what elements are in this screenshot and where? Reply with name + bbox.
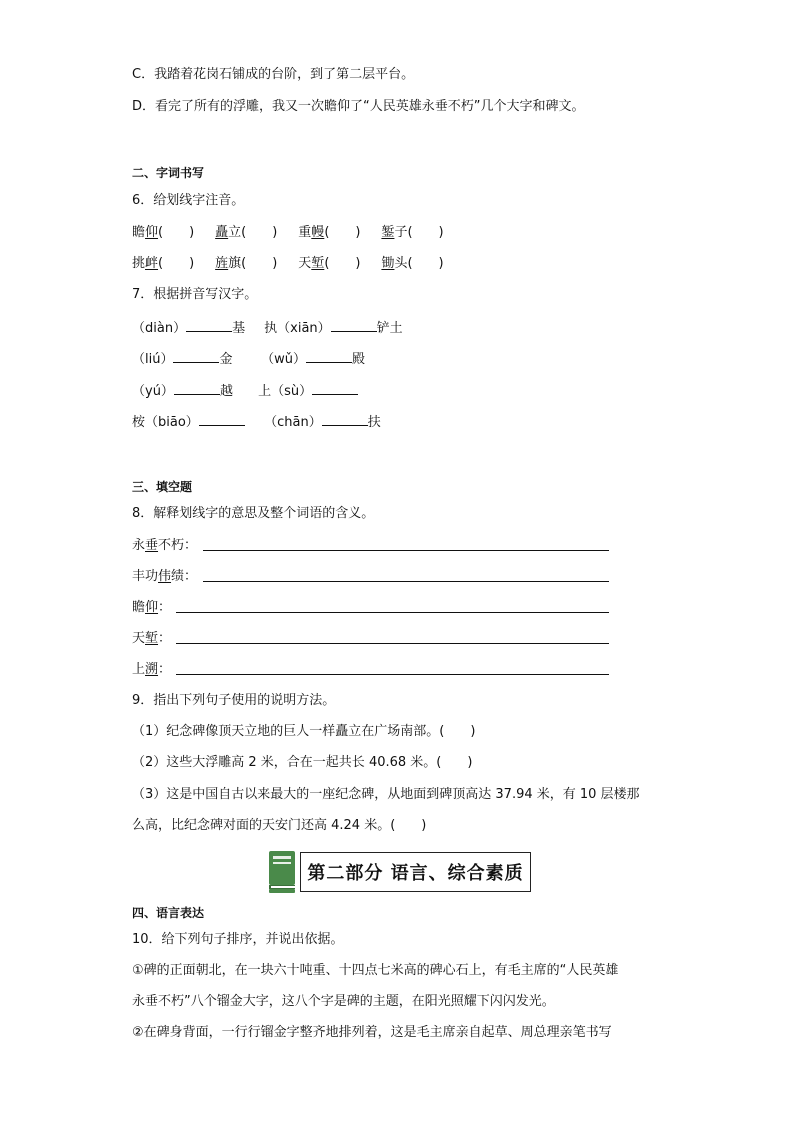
book-icon: [267, 849, 297, 895]
sentence-1: ①碑的正面朝北，在一块六十吨重、十四点七米高的碑心石上，有毛主席的“人民英雄: [132, 963, 619, 978]
phonetic-item: 旌旗( ): [215, 256, 278, 271]
answer-blank[interactable]: [306, 348, 352, 363]
part-two-banner: [267, 849, 535, 895]
pinyin-item: （yú） 越: [132, 380, 254, 401]
phonetic-item: 挑衅( ): [132, 256, 195, 271]
answer-blank[interactable]: [322, 411, 368, 426]
pinyin-item: （liú） 金: [132, 348, 257, 369]
term-row: 丰功伟绩：: [132, 569, 198, 584]
pinyin-item: 上（sù）: [258, 380, 358, 401]
answer-blank[interactable]: [331, 317, 377, 332]
answer-line[interactable]: [176, 643, 609, 644]
pinyin-item: （diàn） 基: [132, 317, 260, 338]
pinyin-item: （wǔ） 殿: [261, 348, 365, 369]
question-9-3-cont: 么高，比纪念碑对面的天安门还高 4.24 米。( ): [132, 818, 427, 833]
question-6: 6．给划线字注音。: [132, 193, 245, 208]
question-7: 7．根据拼音写汉字。: [132, 287, 258, 302]
question-10: 10．给下列句子排序，并说出依据。: [132, 932, 344, 947]
sentence-2: ②在碑身背面，一行行镏金字整齐地排列着，这是毛主席亲自起草、周总理亲笔书写: [132, 1025, 612, 1040]
phonetic-item: 重幔( ): [298, 225, 361, 240]
option-c: C．我踏着花岗石铺成的台阶，到了第二层平台。: [132, 67, 415, 82]
pinyin-row-2: [132, 348, 365, 369]
term-row: 上溯：: [132, 662, 172, 677]
answer-line[interactable]: [203, 581, 609, 582]
answer-line[interactable]: [203, 550, 609, 551]
question-8: 8．解释划线字的意思及整个词语的含义。: [132, 506, 375, 521]
question-9: 9．指出下列句子使用的说明方法。: [132, 693, 336, 708]
question-9-3: （3）这是中国自古以来最大的一座纪念碑，从地面到碑顶高达 37.94 米，有 10 层楼那: [132, 787, 640, 802]
pinyin-item: 桉（biāo）: [132, 411, 260, 432]
phonetic-item: 錾子( ): [381, 225, 444, 240]
answer-blank[interactable]: [174, 380, 220, 395]
pinyin-item: （chān） 扶: [264, 411, 381, 432]
option-d: D．看完了所有的浮雕，我又一次瞻仰了“人民英雄永垂不朽”几个大字和碑文。: [132, 99, 585, 114]
phonetic-row-1: [132, 224, 444, 242]
question-9-2: （2）这些大浮雕高 2 米，合在一起共长 40.68 米。( ): [132, 755, 473, 770]
question-9-1: （1）纪念碑像顶天立地的巨人一样矗立在广场南部。( ): [132, 724, 476, 739]
phonetic-item: 天堑( ): [298, 256, 361, 271]
sentence-1-cont: 永垂不朽”八个镏金大字，这八个字是碑的主题，在阳光照耀下闪闪发光。: [132, 994, 555, 1009]
phonetic-item: 矗立( ): [215, 225, 278, 240]
term-row: 永垂不朽：: [132, 538, 198, 553]
answer-blank[interactable]: [199, 411, 245, 426]
pinyin-row-1: [132, 317, 403, 338]
term-row: 天堑：: [132, 631, 172, 646]
pinyin-row-3: [132, 380, 358, 401]
phonetic-item: 锄头( ): [381, 256, 444, 271]
section-heading-4: 四、语言表达: [132, 906, 205, 920]
pinyin-item: 执（xiān） 铲土: [264, 317, 403, 338]
answer-blank[interactable]: [186, 317, 232, 332]
part-two-title: 第二部分 语言、综合素质: [300, 852, 531, 892]
answer-blank[interactable]: [173, 348, 219, 363]
answer-blank[interactable]: [312, 380, 358, 395]
term-row: 瞻仰：: [132, 600, 172, 615]
pinyin-row-4: [132, 411, 381, 432]
phonetic-row-2: [132, 255, 444, 273]
section-heading-3: 三、填空题: [132, 480, 193, 494]
phonetic-item: 瞻仰( ): [132, 225, 195, 240]
answer-line[interactable]: [176, 612, 609, 613]
section-heading-2: 二、字词书写: [132, 166, 205, 180]
answer-line[interactable]: [176, 674, 609, 675]
